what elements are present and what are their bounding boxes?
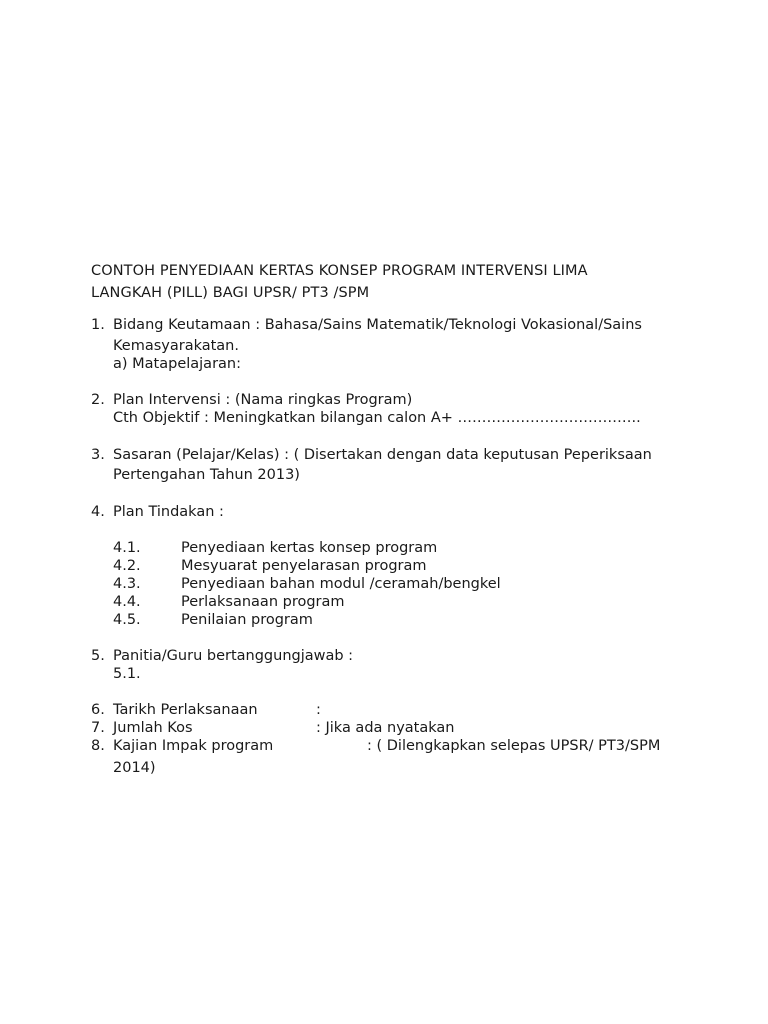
item-3-number: 3. bbox=[91, 447, 105, 463]
item-6-number: 6. bbox=[91, 702, 105, 718]
item-4-1-text: Penyediaan kertas konsep program bbox=[181, 540, 438, 556]
item-8-label: Kajian Impak program bbox=[113, 738, 274, 754]
item-4-1-number: 4.1. bbox=[113, 540, 141, 556]
item-4-4-number: 4.4. bbox=[113, 594, 141, 610]
item-4-5-number: 4.5. bbox=[113, 612, 141, 628]
item-4-number: 4. bbox=[91, 504, 105, 520]
item-7-value: : Jika ada nyatakan bbox=[316, 720, 455, 736]
item-7-label: Jumlah Kos bbox=[113, 720, 193, 736]
item-3-text: Sasaran (Pelajar/Kelas) : ( Disertakan dengan data keputusan Peperiksaan bbox=[113, 447, 652, 463]
document-title-line-1: CONTOH PENYEDIAAN KERTAS KONSEP PROGRAM INTERVENSI LIMA bbox=[91, 263, 588, 279]
item-4-text: Plan Tindakan : bbox=[113, 504, 224, 520]
item-4-3-number: 4.3. bbox=[113, 576, 141, 592]
item-8-number: 8. bbox=[91, 738, 105, 754]
item-5-text: Panitia/Guru bertanggungjawab : bbox=[113, 648, 354, 664]
document-title-line-2: LANGKAH (PILL) BAGI UPSR/ PT3 /SPM bbox=[91, 285, 370, 301]
item-1-text: Bidang Keutamaan : Bahasa/Sains Matematik/Teknologi Vokasional/Sains bbox=[113, 317, 642, 333]
item-1-sub-a: a) Matapelajaran: bbox=[113, 356, 241, 372]
item-5-1-number: 5.1. bbox=[113, 666, 141, 682]
item-4-2-number: 4.2. bbox=[113, 558, 141, 574]
item-4-2-text: Mesyuarat penyelarasan program bbox=[181, 558, 427, 574]
item-4-5-text: Penilaian program bbox=[181, 612, 313, 628]
item-1-text-cont: Kemasyarakatan. bbox=[113, 338, 239, 354]
item-4-3-text: Penyediaan bahan modul /ceramah/bengkel bbox=[181, 576, 501, 592]
item-6-value: : bbox=[316, 702, 321, 718]
item-2-objective: Cth Objektif : Meningkatkan bilangan calon A+ ……………………………….. bbox=[113, 410, 641, 426]
item-3-text-cont: Pertengahan Tahun 2013) bbox=[113, 467, 300, 483]
item-8-value: : ( Dilengkapkan selepas UPSR/ PT3/SPM bbox=[367, 738, 661, 754]
item-2-number: 2. bbox=[91, 392, 105, 408]
item-2-text: Plan Intervensi : (Nama ringkas Program) bbox=[113, 392, 413, 408]
item-7-number: 7. bbox=[91, 720, 105, 736]
item-4-4-text: Perlaksanaan program bbox=[181, 594, 345, 610]
item-1-number: 1. bbox=[91, 317, 105, 333]
item-8-value-cont: 2014) bbox=[113, 760, 156, 776]
item-5-number: 5. bbox=[91, 648, 105, 664]
item-6-label: Tarikh Perlaksanaan bbox=[113, 702, 258, 718]
